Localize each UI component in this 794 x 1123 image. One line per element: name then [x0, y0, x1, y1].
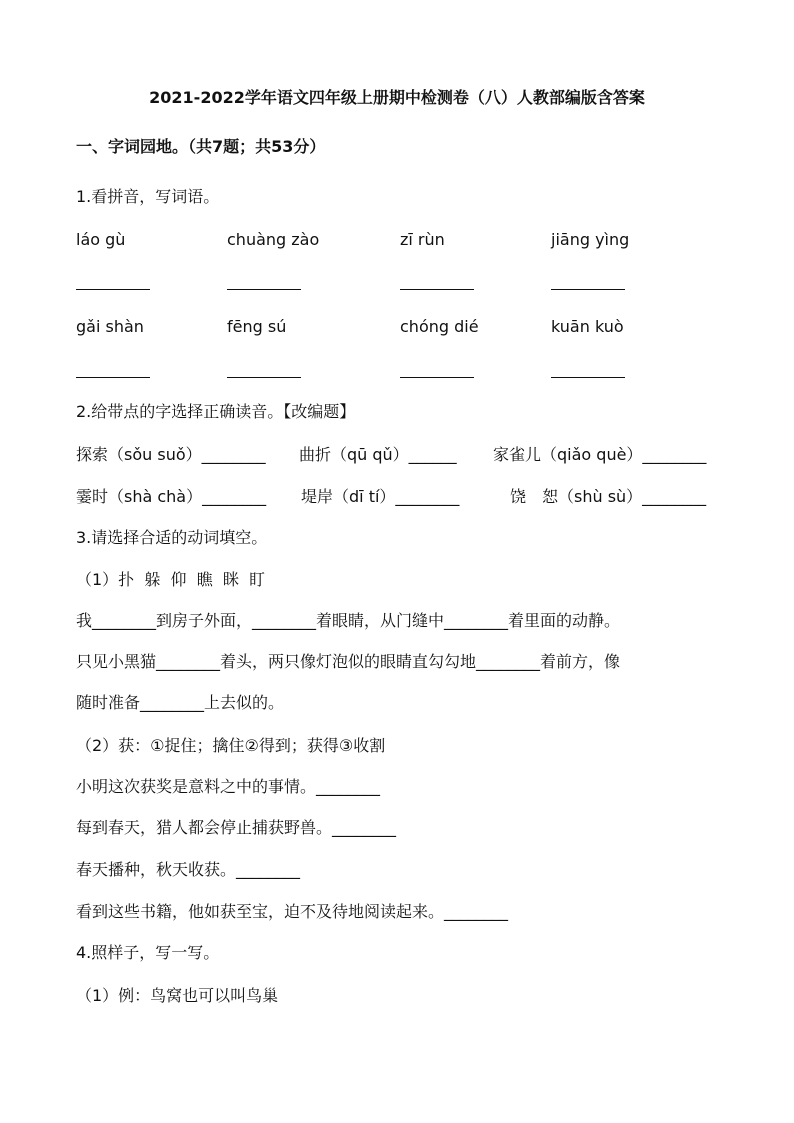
answer-blank[interactable] [76, 377, 150, 378]
q2-prompt: 2.给带点的字选择正确读音。【改编题】 [76, 402, 356, 421]
reading-shashi: 霎时（shà chà）________ [76, 487, 267, 506]
answer-blank[interactable] [400, 377, 474, 378]
section-heading-1: 一、字词园地。（共7题；共53分） [76, 137, 326, 156]
q3-prompt: 3.请选择合适的动词填空。 [76, 528, 268, 547]
answer-blank[interactable] [227, 289, 301, 290]
pinyin-laogu: láo gù [76, 230, 126, 249]
q4-sub1-example: （1）例：鸟窝也可以叫鸟巢 [76, 986, 279, 1005]
reading-tansuo: 探索（sǒu suǒ）________ [76, 445, 266, 464]
q3-sub2-line: 小明这次获奖是意料之中的事情。________ [76, 777, 381, 796]
pinyin-jiangying: jiāng yìng [551, 230, 630, 249]
q3-sub2-meanings: （2）获：①捉住；擒住②得到；获得③收割 [76, 736, 386, 755]
reading-quzhe: 曲折（qū qǔ）______ [299, 445, 457, 464]
answer-blank[interactable] [551, 289, 625, 290]
answer-blank[interactable] [551, 377, 625, 378]
pinyin-zirun: zī rùn [400, 230, 445, 249]
page-title: 2021-2022学年语文四年级上册期中检测卷（八）人教部编版含答案 [149, 88, 645, 107]
answer-blank[interactable] [227, 377, 301, 378]
pinyin-chongdie: chóng dié [400, 317, 479, 336]
q3-sub1-line: 随时准备________上去似的。 [76, 693, 285, 712]
answer-blank[interactable] [400, 289, 474, 290]
reading-dian: 堤岸（dī tí）________ [301, 487, 460, 506]
q3-sub1-line: 只见小黑猫________着头，两只像灯泡似的眼睛直勾勾地________着前方，像 [76, 652, 621, 671]
q4-prompt: 4.照样子，写一写。 [76, 943, 220, 962]
q3-sub1-line: 我________到房子外面，________着眼睛，从门缝中________着里面的动静。 [76, 611, 621, 630]
pinyin-fengsu: fēng sú [227, 317, 287, 336]
q3-sub2-line: 每到春天，猎人都会停止捕获野兽。________ [76, 818, 397, 837]
pinyin-chuangzao: chuàng zào [227, 230, 320, 249]
reading-raoshu: 饶 恕（shù sù）________ [510, 487, 707, 506]
pinyin-kuankuo: kuān kuò [551, 317, 624, 336]
q3-sub1-words: （1）扑 躲 仰 瞧 眯 盯 [76, 570, 266, 589]
reading-jiaqueer: 家雀儿（qiǎo què）________ [493, 445, 707, 464]
q3-sub2-line: 春天播种，秋天收获。________ [76, 860, 301, 879]
answer-blank[interactable] [76, 289, 150, 290]
q1-prompt: 1.看拼音，写词语。 [76, 187, 220, 206]
pinyin-gaishan: gǎi shàn [76, 317, 144, 336]
q3-sub2-line: 看到这些书籍，他如获至宝，迫不及待地阅读起来。________ [76, 902, 509, 921]
